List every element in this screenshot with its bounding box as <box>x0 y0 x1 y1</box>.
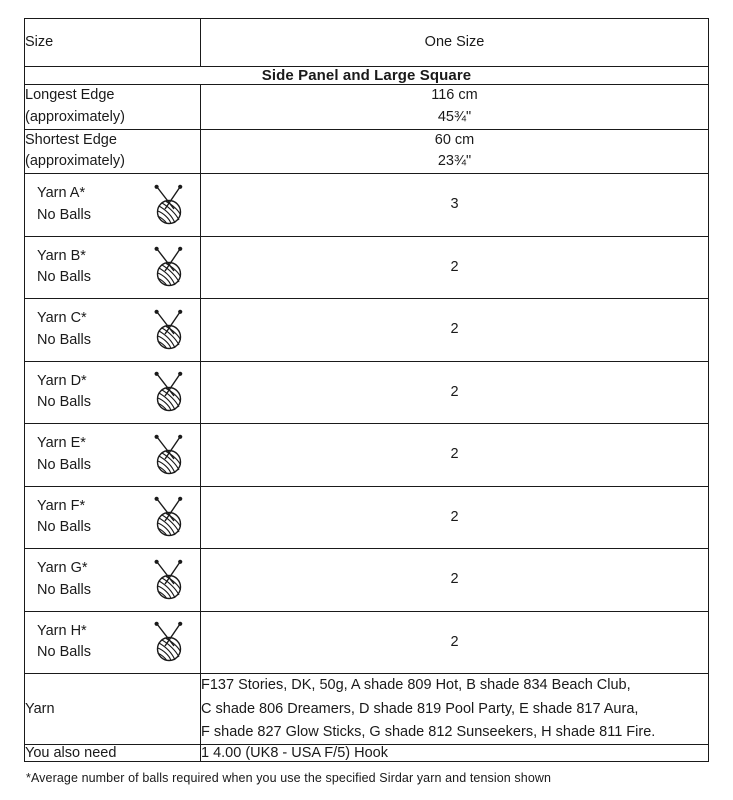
yarn-ball-icon <box>150 371 190 413</box>
yarn-ball-count: 2 <box>201 424 709 487</box>
yarn-ball-icon <box>150 496 190 538</box>
yarn-balls-label: No Balls <box>37 644 91 661</box>
table-row-yarn <box>25 424 709 487</box>
yarn-ball-icon <box>150 309 190 351</box>
table-row-yarn <box>25 549 709 612</box>
table-row-yarn <box>25 174 709 237</box>
shortest-edge-metric: 60 cm <box>434 131 475 148</box>
table-row-yarn <box>25 361 709 424</box>
longest-edge-label <box>25 85 201 130</box>
yarn-balls-label: No Balls <box>37 331 91 348</box>
table-row-yarn-description <box>25 674 709 745</box>
table-row-yarn <box>25 299 709 362</box>
yarn-name: Yarn A* <box>37 185 86 202</box>
footnote: *Average number of balls required when you use the specified Sirdar yarn and tension shown <box>26 771 552 786</box>
yarn-label-cell <box>25 361 201 424</box>
yarn-ball-count: 2 <box>201 486 709 549</box>
yarn-name: Yarn D* <box>37 372 87 389</box>
yarn-ball-icon <box>150 621 190 663</box>
yarn-name-block <box>37 621 91 665</box>
longest-edge-label-line1: Longest Edge <box>25 87 115 104</box>
yarn-name-block <box>37 183 91 227</box>
table-row-section-title <box>25 67 709 85</box>
yarn-name: Yarn F* <box>37 497 86 514</box>
yarn-ball-count: 2 <box>201 361 709 424</box>
size-value: One Size <box>201 19 709 67</box>
longest-edge-label-line2: (approximately) <box>25 108 125 125</box>
yarn-ball-count: 3 <box>201 174 709 237</box>
yarn-label-cell <box>25 549 201 612</box>
yarn-ball-count: 2 <box>201 611 709 674</box>
yarn-name-block <box>37 246 91 290</box>
also-need-label: You also need <box>25 745 201 762</box>
yarn-balls-label: No Balls <box>37 581 91 598</box>
specification-table <box>24 18 709 762</box>
longest-edge-metric: 116 cm <box>431 87 478 104</box>
yarn-name: Yarn C* <box>37 310 87 327</box>
table-row-yarn <box>25 611 709 674</box>
yarn-balls-label: No Balls <box>37 394 91 411</box>
yarn-description-value <box>201 674 709 745</box>
yarn-description-line: F137 Stories, DK, 50g, A shade 809 Hot, B shade 834 Beach Club, <box>201 677 631 694</box>
shortest-edge-label-line1: Shortest Edge <box>25 131 117 148</box>
yarn-description-line: F shade 827 Glow Sticks, G shade 812 Sunseekers, H shade 811 Fire. <box>201 723 656 740</box>
also-need-value: 1 4.00 (UK8 - USA F/5) Hook <box>201 745 709 762</box>
yarn-ball-count: 2 <box>201 549 709 612</box>
yarn-label-cell <box>25 236 201 299</box>
yarn-label-cell <box>25 611 201 674</box>
yarn-name-block <box>37 371 91 415</box>
yarn-balls-label: No Balls <box>37 456 91 473</box>
yarn-ball-icon <box>150 246 190 288</box>
yarn-description-label: Yarn <box>25 674 201 745</box>
table-row-yarn <box>25 486 709 549</box>
yarn-name-block <box>37 433 91 477</box>
shortest-edge-value <box>201 129 709 174</box>
yarn-ball-count: 2 <box>201 236 709 299</box>
yarn-name: Yarn G* <box>37 560 88 577</box>
yarn-name-block <box>37 558 91 602</box>
yarn-balls-label: No Balls <box>37 269 91 286</box>
table-row-yarn <box>25 236 709 299</box>
yarn-label-cell <box>25 299 201 362</box>
table-row-shortest-edge <box>25 129 709 174</box>
shortest-edge-label <box>25 129 201 174</box>
yarn-label-cell <box>25 174 201 237</box>
yarn-name: Yarn B* <box>37 247 86 264</box>
yarn-name: Yarn E* <box>37 435 86 452</box>
yarn-label-cell <box>25 486 201 549</box>
yarn-balls-label: No Balls <box>37 519 91 536</box>
table-row-also-need <box>25 745 709 762</box>
size-label: Size <box>25 19 201 67</box>
yarn-name-block <box>37 496 91 540</box>
section-title: Side Panel and Large Square <box>25 67 709 85</box>
yarn-ball-count: 2 <box>201 299 709 362</box>
yarn-ball-icon <box>150 559 190 601</box>
shortest-edge-label-line2: (approximately) <box>25 153 125 170</box>
yarn-balls-label: No Balls <box>37 206 91 223</box>
longest-edge-imperial: 45¾" <box>437 108 472 125</box>
yarn-description-line: C shade 806 Dreamers, D shade 819 Pool Party, E shade 817 Aura, <box>201 700 639 717</box>
table-row-size <box>25 19 709 67</box>
table-row-longest-edge <box>25 85 709 130</box>
yarn-name: Yarn H* <box>37 622 87 639</box>
shortest-edge-imperial: 23¾" <box>437 153 472 170</box>
yarn-ball-icon <box>150 184 190 226</box>
longest-edge-value <box>201 85 709 130</box>
yarn-name-block <box>37 308 91 352</box>
yarn-ball-icon <box>150 434 190 476</box>
yarn-label-cell <box>25 424 201 487</box>
